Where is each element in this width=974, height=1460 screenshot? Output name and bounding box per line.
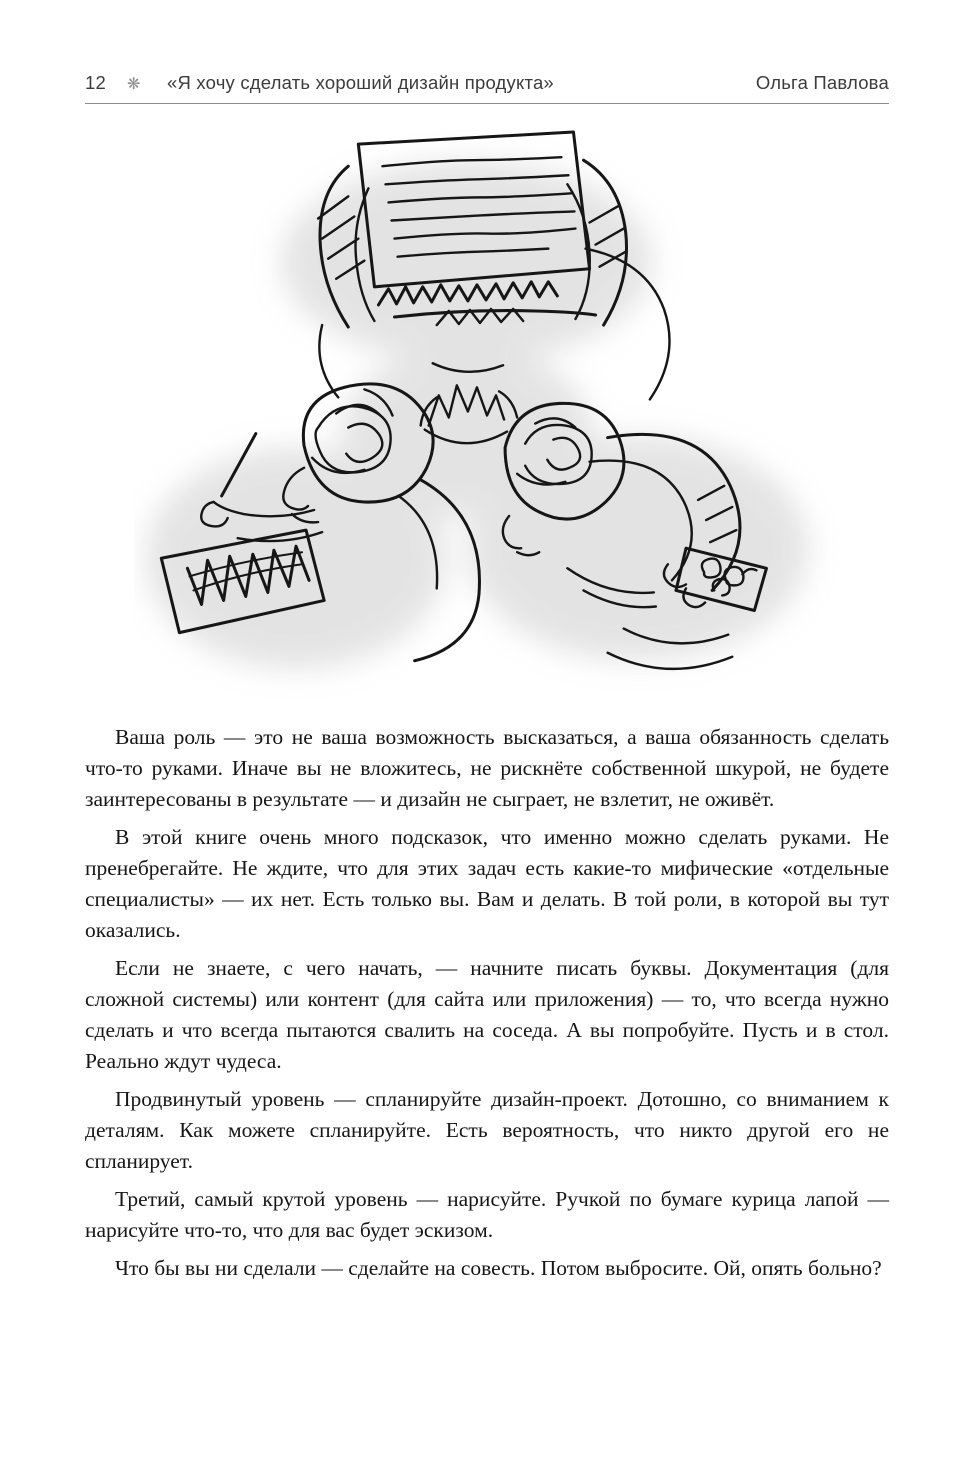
illustration-three-people-sketch [134,126,840,704]
body-paragraph: Что бы вы ни сделали — сделайте на совесть. Потом выбросите. Ой, опять больно? [115,1256,882,1280]
page-number: 12 [85,72,106,93]
body-paragraph: Ваша роль — это не ваша возможность высказаться, а ваша обязанность сделать что-то руками. Иначе вы не вложитесь, не рискнёте собственной шкурой, не будете заинтересованы в результате — и дизайн не сыграет, не взлетит, не оживёт. [85,725,889,811]
body-paragraph: В этой книге очень много подсказок, что именно можно сделать руками. Не пренебрегайте. Не ждите, что для этих задач есть какие-то мифические «отдельные специалисты» — их нет. Есть только вы. Вам и делать. В той роли, в которой вы тут оказались. [85,825,889,942]
sketch-svg [134,126,840,704]
running-header [85,72,889,94]
flower-ornament-icon: ❋ [127,76,141,93]
body-paragraph: Третий, самый крутой уровень — нарисуйте. Ручкой по бумаге курица лапой — нарисуйте что-то, что для вас будет эскизом. [85,1187,889,1242]
body-paragraph: Если не знаете, с чего начать, — начните писать буквы. Документация (для сложной системы) или контент (для сайта или приложения) — то, что всегда нужно сделать и что всегда пытаются свалить на соседа. А вы попробуйте. Пусть и в стол. Реально ждут чудеса. [85,956,889,1073]
running-author-name: Ольга Павлова [755,72,889,93]
book-page [0,72,974,1284]
body-text [85,722,889,1284]
header-rule [85,103,889,104]
running-book-title: «Я хочу сделать хороший дизайн продукта» [167,72,554,93]
body-paragraph: Продвинутый уровень — спланируйте дизайн-проект. Дотошно, со вниманием к деталям. Как можете спланируйте. Есть вероятность, что никто другой его не спланирует. [85,1087,889,1173]
